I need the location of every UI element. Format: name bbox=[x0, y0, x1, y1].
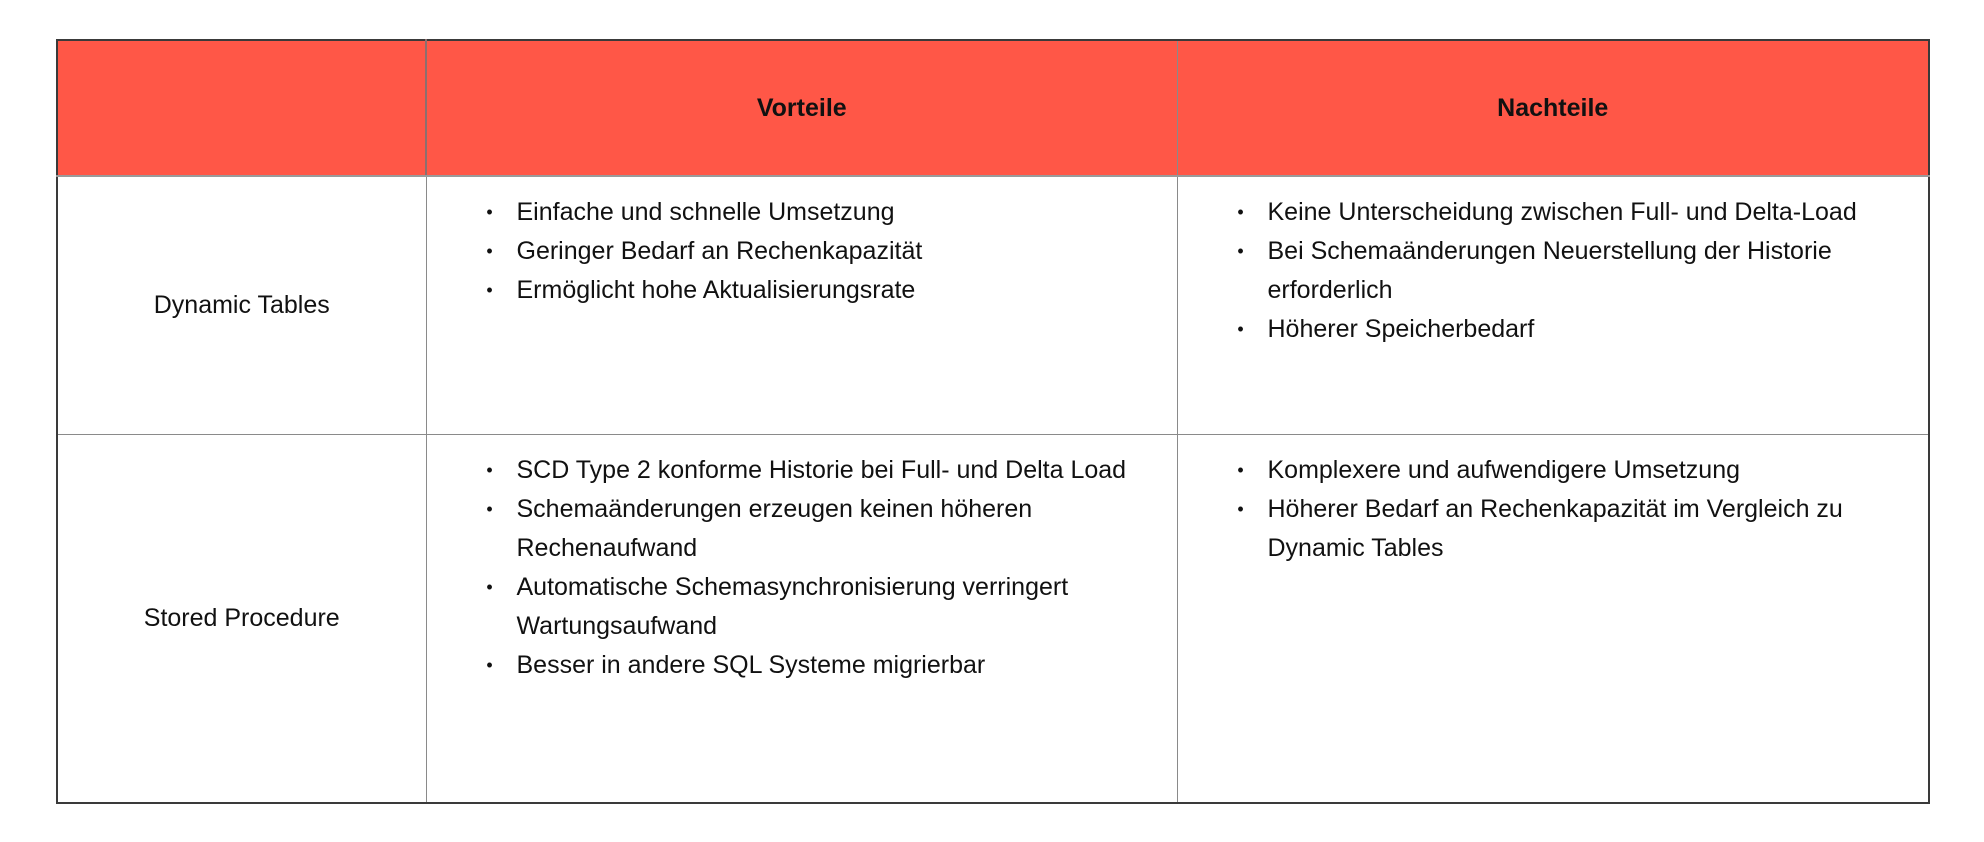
bullet-icon: • bbox=[1237, 202, 1244, 222]
bullet-icon: • bbox=[486, 654, 493, 675]
header-cell-empty bbox=[57, 40, 426, 176]
vorteile-list bbox=[427, 435, 1177, 685]
vorteile-cell bbox=[426, 176, 1177, 434]
vorteile-list bbox=[427, 177, 1177, 310]
list-item: • Besser in andere SQL Systeme migrierbar bbox=[517, 646, 1157, 685]
nachteile-cell bbox=[1177, 176, 1929, 434]
bullet-icon: • bbox=[1237, 459, 1244, 480]
list-item: • Bei Schemaänderungen Neuerstellung der Historie erforderlich bbox=[1268, 232, 1889, 310]
list-item: • Automatische Schemasynchronisierung verringert Wartungsaufwand bbox=[517, 568, 1157, 646]
bullet-icon: • bbox=[1237, 498, 1244, 519]
vorteile-cell bbox=[426, 434, 1177, 803]
nachteile-list bbox=[1178, 435, 1929, 568]
header-cell-vorteile: Vorteile bbox=[426, 40, 1177, 176]
row-label: Dynamic Tables bbox=[57, 176, 426, 434]
list-item: • Geringer Bedarf an Rechenkapazität bbox=[517, 232, 1157, 271]
nachteile-list bbox=[1178, 177, 1929, 349]
table-row-stored-procedure bbox=[57, 434, 1929, 803]
comparison-table bbox=[56, 39, 1930, 804]
bullet-icon: • bbox=[1237, 319, 1244, 339]
header-row bbox=[57, 40, 1929, 176]
list-item: • Höherer Bedarf an Rechenkapazität im Vergleich zu Dynamic Tables bbox=[1268, 490, 1889, 568]
list-item: • Einfache und schnelle Umsetzung bbox=[517, 193, 1157, 232]
row-label: Stored Procedure bbox=[57, 434, 426, 803]
bullet-icon: • bbox=[486, 202, 493, 222]
bullet-icon: • bbox=[486, 241, 493, 261]
bullet-icon: • bbox=[1237, 241, 1244, 261]
bullet-icon: • bbox=[486, 576, 493, 597]
bullet-icon: • bbox=[486, 459, 493, 480]
list-item: • Komplexere und aufwendigere Umsetzung bbox=[1268, 451, 1889, 490]
bullet-icon: • bbox=[486, 280, 493, 300]
list-item: • Ermöglicht hohe Aktualisierungsrate bbox=[517, 271, 1157, 310]
header-cell-nachteile: Nachteile bbox=[1177, 40, 1929, 176]
nachteile-cell bbox=[1177, 434, 1929, 803]
bullet-icon: • bbox=[486, 498, 493, 519]
list-item: • SCD Type 2 konforme Historie bei Full- und Delta Load bbox=[517, 451, 1157, 490]
list-item: • Schemaänderungen erzeugen keinen höheren Rechenaufwand bbox=[517, 490, 1157, 568]
list-item: • Keine Unterscheidung zwischen Full- und Delta-Load bbox=[1268, 193, 1889, 232]
list-item: • Höherer Speicherbedarf bbox=[1268, 310, 1889, 349]
table-row-dynamic-tables bbox=[57, 176, 1929, 434]
